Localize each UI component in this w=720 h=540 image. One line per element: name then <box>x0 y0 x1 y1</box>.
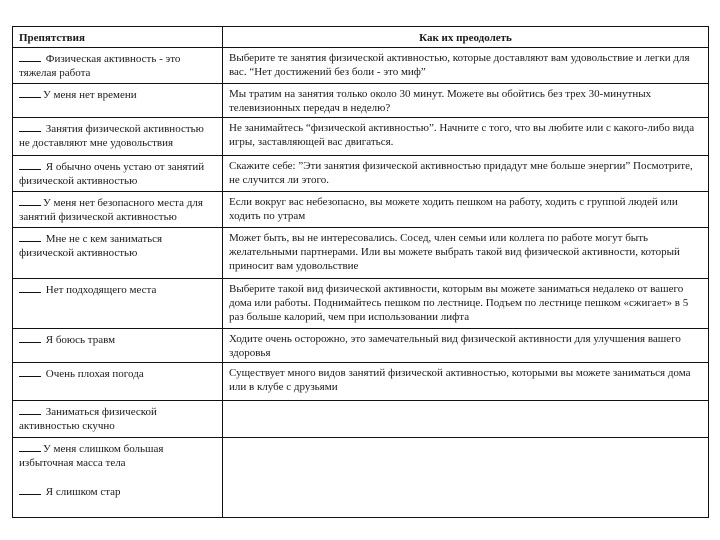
obstacle-cell: У меня слишком большая избыточная масса тела Я слишком стар <box>13 438 223 518</box>
table-row <box>13 48 709 84</box>
obstacle-cell: У меня нет времени <box>13 84 223 118</box>
table-row <box>13 279 709 329</box>
obstacle-cell: Очень плохая погода <box>13 363 223 401</box>
table-row <box>13 401 709 438</box>
checkbox-blank[interactable] <box>19 366 41 377</box>
table-row <box>13 118 709 156</box>
solution-cell: Скажите себе: ”Эти занятия физической активностью придадут мне больше энергии” Посмотрите, не случится ли этого. <box>223 156 709 192</box>
solution-cell: Если вокруг вас небезопасно, вы можете ходить пешком на работу, ходить с группой людей или ходить по утрам <box>223 192 709 228</box>
obstacle-cell: Заниматься физической активностью скучно <box>13 401 223 438</box>
checkbox-blank[interactable] <box>19 231 41 242</box>
checkbox-blank[interactable] <box>19 121 41 132</box>
table-row <box>13 84 709 118</box>
checkbox-blank[interactable] <box>19 87 41 98</box>
solution-cell: Ходите очень осторожно, это замечательный вид физической активности для улучшения вашего здоровья <box>223 329 709 363</box>
solution-cell <box>223 401 709 438</box>
obstacle-cell: Я обычно очень устаю от занятий физической активностью <box>13 156 223 192</box>
solution-cell <box>223 438 709 518</box>
checkbox-blank[interactable] <box>19 441 41 452</box>
solution-cell: Существует много видов занятий физической активностью, которыми вы можете заниматься дома или в клубе с друзьями <box>223 363 709 401</box>
obstacle-cell: Занятия физической активностью не доставляют мне удовольствия <box>13 118 223 156</box>
solution-cell: Мы тратим на занятия только около 30 минут. Можете вы обойтись без трех 30-минутных телевизионных передач в неделю? <box>223 84 709 118</box>
table-row <box>13 228 709 279</box>
table-row <box>13 329 709 363</box>
checkbox-blank[interactable] <box>19 51 41 62</box>
header-solutions: Как их преодолеть <box>223 27 709 48</box>
obstacle-cell: Нет подходящего места <box>13 279 223 329</box>
obstacle-cell: Физическая активность - это тяжелая работа <box>13 48 223 84</box>
table-header-row <box>13 27 709 48</box>
checkbox-blank[interactable] <box>19 484 41 495</box>
checkbox-blank[interactable] <box>19 332 41 343</box>
table-row <box>13 438 709 518</box>
solution-cell: Выберите те занятия физической активностью, которые доставляют вам удовольствие и легки для вас. “Нет достижений без боли - это миф” <box>223 48 709 84</box>
solution-cell: Выберите такой вид физической активности, которым вы можете заниматься недалеко от вашего дома или работы. Поднимайтесь пешком по лестнице. Подъем по лестнице пешком «сжигает» в 5 раз больше калорий, чем при использовании лифта <box>223 279 709 329</box>
checkbox-blank[interactable] <box>19 195 41 206</box>
table-row <box>13 192 709 228</box>
obstacles-table <box>12 26 709 518</box>
table-row <box>13 156 709 192</box>
solution-cell: Может быть, вы не интересовались. Сосед, член семьи или коллега по работе могут быть желательными партнерами. Или вы можете выбрать такой вид физической активности, который приносит вам удовольствие <box>223 228 709 279</box>
header-obstacles: Препятствия <box>13 27 223 48</box>
checkbox-blank[interactable] <box>19 159 41 170</box>
obstacle-cell: У меня нет безопасного места для занятий физической активностью <box>13 192 223 228</box>
checkbox-blank[interactable] <box>19 282 41 293</box>
obstacle-cell: Я боюсь травм <box>13 329 223 363</box>
checkbox-blank[interactable] <box>19 404 41 415</box>
table-row <box>13 363 709 401</box>
solution-cell: Не занимайтесь “физической активностью”. Начните с того, что вы любите или с какого-либо вида игры, заставляющей вас двигаться. <box>223 118 709 156</box>
obstacle-cell: Мне не с кем заниматься физической активностью <box>13 228 223 279</box>
